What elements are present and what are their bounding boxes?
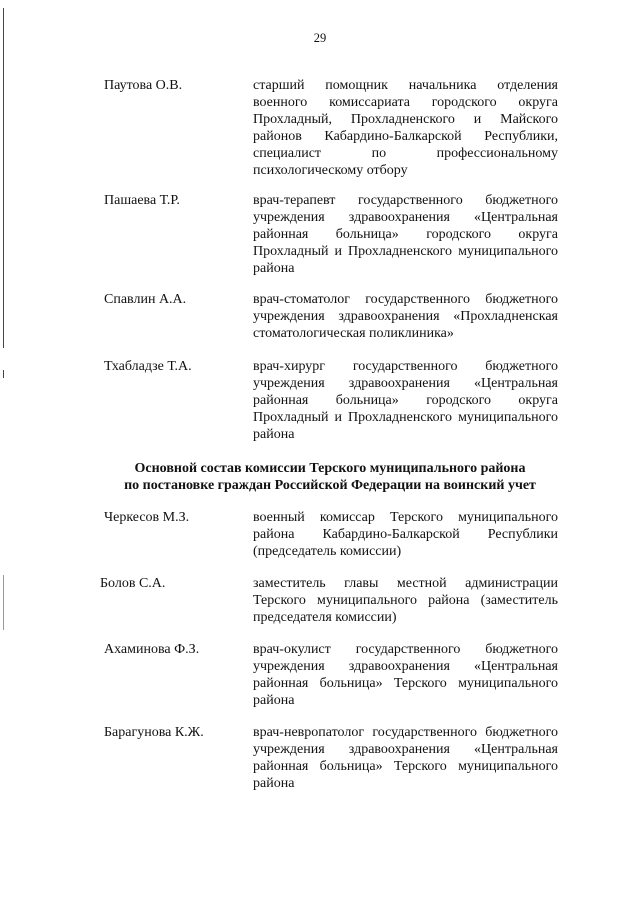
member-name: Паутова О.В. xyxy=(104,78,183,93)
page-number: 29 xyxy=(313,31,327,45)
member-position: военный комиссар Терского муниципального района Кабардино-Балкарской Республики (председатель комиссии) xyxy=(253,510,558,559)
member-position: заместитель главы местной администрации Терского муниципального района (заместитель председателя комиссии) xyxy=(253,576,558,625)
member-name: Болов С.А. xyxy=(100,576,166,591)
member-name: Спавлин А.А. xyxy=(104,292,187,307)
member-position: старший помощник начальника отделения военного комиссариата городского округа Прохладный, Прохладненского и Майского районов Кабардино-Балкарской Республики, специалист по профессиональному психологическому отбору xyxy=(253,78,558,178)
member-position: врач-невропатолог государственного бюджетного учреждения здравоохранения «Центральная районная больница» Терского муниципального района xyxy=(253,725,558,791)
member-name: Барагунова К.Ж. xyxy=(104,725,204,740)
member-position: врач-стоматолог государственного бюджетного учреждения здравоохранения «Прохладненская стоматологическая поликлиника» xyxy=(253,292,558,341)
section-title-line: по постановке граждан Российской Федерации на воинский учет xyxy=(124,478,536,493)
member-name: Пашаева Т.Р. xyxy=(104,193,180,208)
section-title-line: Основной состав комиссии Терского муниципального района xyxy=(134,461,526,476)
scan-margin-line xyxy=(3,8,4,348)
member-position: врач-терапевт государственного бюджетного учреждения здравоохранения «Центральная районная больница» городского округа Прохладный и Прохладненского муниципального района xyxy=(253,193,558,276)
member-name: Ахаминова Ф.З. xyxy=(104,642,200,657)
member-name: Тхабладзе Т.А. xyxy=(104,359,192,374)
scan-margin-mark xyxy=(3,370,4,378)
member-position: врач-окулист государственного бюджетного учреждения здравоохранения «Центральная районная больница» Терского муниципального района xyxy=(253,642,558,708)
scan-margin-mark xyxy=(3,575,4,630)
member-position: врач-хирург государственного бюджетного учреждения здравоохранения «Центральная районная больница» городского округа Прохладный и Прохладненского муниципального района xyxy=(253,359,558,442)
section-title xyxy=(90,460,570,494)
member-name: Черкесов М.З. xyxy=(104,510,190,525)
